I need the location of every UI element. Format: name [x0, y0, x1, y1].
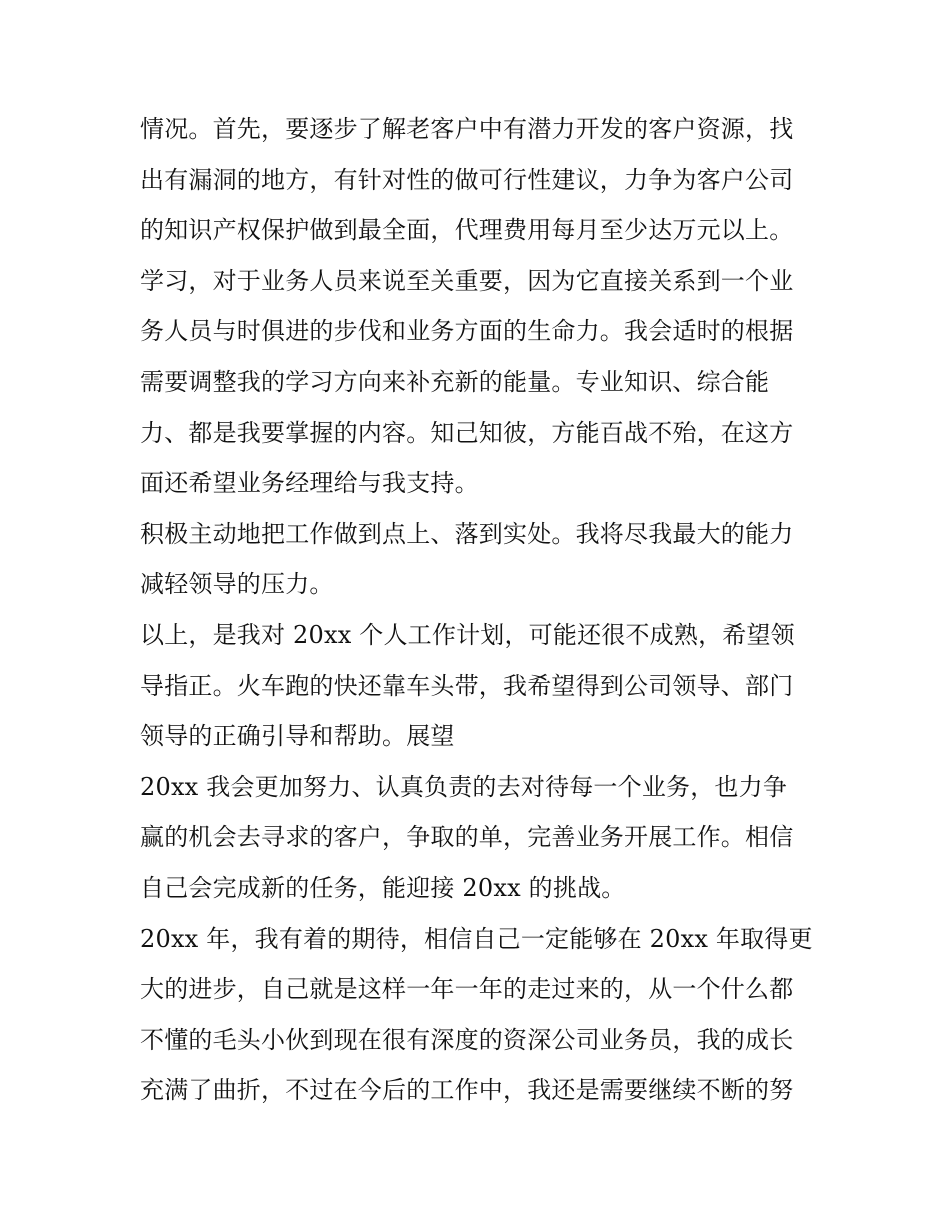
text-line: 大的进步，自己就是这样一年一年的走过来的，从一个什么都 [140, 975, 794, 1004]
text-line: 充满了曲折，不过在今后的工作中，我还是需要继续不断的努 [140, 1076, 794, 1105]
text-line: 的知识产权保护做到最全面，代理费用每月至少达万元以上。 [140, 216, 794, 245]
text-line: 需要调整我的学习方向来补充新的能量。专业知识、综合能 [140, 367, 770, 396]
text-line: 情况。首先，要逐步了解老客户中有潜力开发的客户资源，找 [140, 115, 794, 143]
text-line: 领导的正确引导和帮助。展望 [140, 722, 455, 751]
text-line: 出有漏洞的地方，有针对性的做可行性建议，力争为客户公司 [140, 165, 794, 194]
text-line: 面还希望业务经理给与我支持。 [140, 469, 479, 498]
text-line: 不懂的毛头小伙到现在很有深度的资深公司业务员，我的成长 [140, 1025, 794, 1054]
text-line: 学习，对于业务人员来说至关重要，因为它直接关系到一个业 [140, 266, 794, 295]
text-line: 力、都是我要掌握的内容。知己知彼，方能百战不殆，在这方 [140, 418, 794, 447]
text-line: 自己会完成新的任务，能迎接 20xx 的挑战。 [140, 873, 626, 902]
text-line: 减轻领导的压力。 [140, 570, 334, 599]
text-line: 积极主动地把工作做到点上、落到实处。我将尽我最大的能力 [140, 519, 794, 548]
text-line: 导指正。火车跑的快还靠车头带，我希望得到公司领导、部门 [140, 671, 794, 700]
text-line: 务人员与时俱进的步伐和业务方面的生命力。我会适时的根据 [140, 317, 794, 346]
text-line: 20xx 我会更加努力、认真负责的去对待每一个业务，也力争 [140, 772, 788, 801]
document-body [140, 104, 820, 1116]
text-line: 赢的机会去寻求的客户，争取的单，完善业务开展工作。相信 [140, 823, 794, 852]
text-line: 20xx 年，我有着的期待，相信自己一定能够在 20xx 年取得更 [140, 924, 813, 953]
text-line: 以上，是我对 20xx 个人工作计划，可能还很不成熟，希望领 [140, 620, 795, 649]
